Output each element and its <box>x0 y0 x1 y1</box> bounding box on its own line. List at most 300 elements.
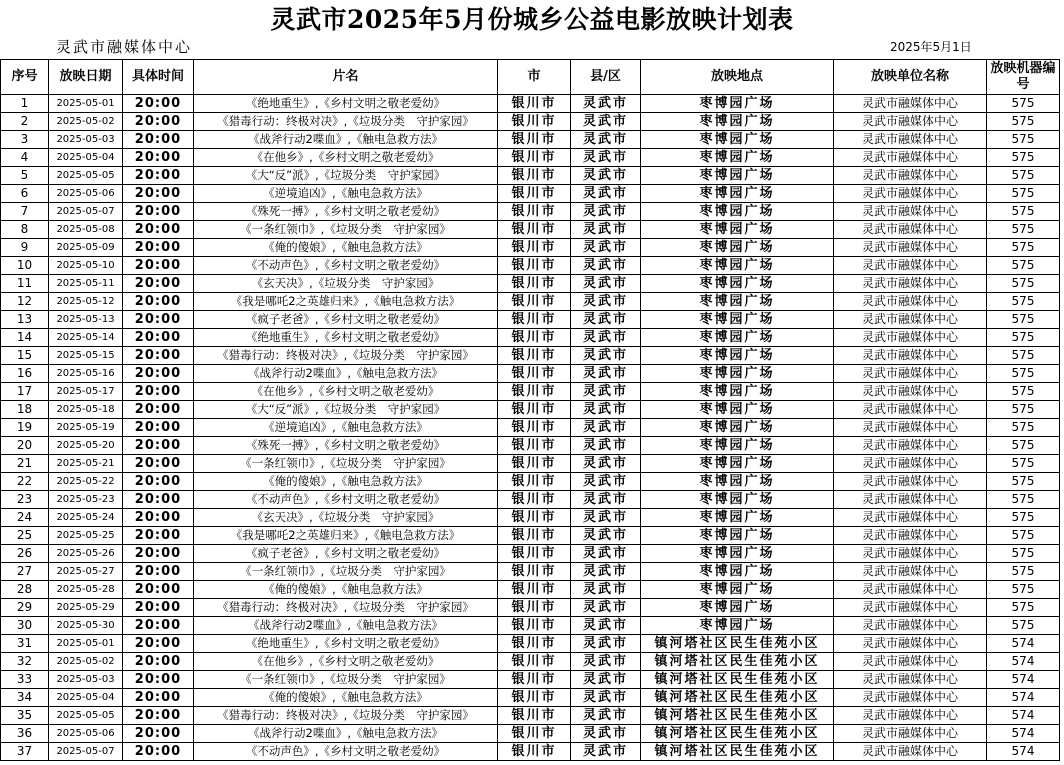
cell-county: 灵武市 <box>571 365 641 383</box>
cell-film-title: 《绝地重生》,《乡村文明之敬老爱幼》 <box>194 635 498 653</box>
cell-machine-number: 575 <box>987 257 1060 275</box>
cell-serial-number: 25 <box>1 527 49 545</box>
cell-film-title: 《猎毒行动：终极对决》,《垃圾分类 守护家园》 <box>194 113 498 131</box>
table-row <box>1 347 1060 365</box>
cell-screening-date: 2025-05-14 <box>49 329 123 347</box>
cell-venue: 镇河塔社区民生佳苑小区 <box>641 743 834 761</box>
cell-screening-date: 2025-05-24 <box>49 509 123 527</box>
table-row <box>1 599 1060 617</box>
table-row <box>1 131 1060 149</box>
cell-venue: 枣博园广场 <box>641 437 834 455</box>
cell-county: 灵武市 <box>571 185 641 203</box>
cell-unit-name: 灵武市融媒体中心 <box>834 491 987 509</box>
cell-film-title: 《战斧行动2喋血》,《触电急救方法》 <box>194 617 498 635</box>
cell-city: 银川市 <box>498 473 571 491</box>
cell-county: 灵武市 <box>571 347 641 365</box>
cell-county: 灵武市 <box>571 203 641 221</box>
cell-unit-name: 灵武市融媒体中心 <box>834 383 987 401</box>
cell-screening-date: 2025-05-20 <box>49 437 123 455</box>
cell-specific-time: 20:00 <box>123 221 194 239</box>
table-row <box>1 383 1060 401</box>
cell-machine-number: 575 <box>987 311 1060 329</box>
table-row <box>1 527 1060 545</box>
cell-film-title: 《大“反”派》,《垃圾分类 守护家园》 <box>194 401 498 419</box>
cell-machine-number: 575 <box>987 401 1060 419</box>
cell-machine-number: 574 <box>987 743 1060 761</box>
cell-screening-date: 2025-05-13 <box>49 311 123 329</box>
cell-specific-time: 20:00 <box>123 347 194 365</box>
header-county: 县/区 <box>571 60 641 95</box>
cell-city: 银川市 <box>498 437 571 455</box>
cell-unit-name: 灵武市融媒体中心 <box>834 617 987 635</box>
cell-city: 银川市 <box>498 653 571 671</box>
cell-unit-name: 灵武市融媒体中心 <box>834 167 987 185</box>
cell-serial-number: 10 <box>1 257 49 275</box>
cell-screening-date: 2025-05-11 <box>49 275 123 293</box>
cell-serial-number: 6 <box>1 185 49 203</box>
document-date: 2025年5月1日 <box>890 40 972 54</box>
cell-screening-date: 2025-05-22 <box>49 473 123 491</box>
cell-county: 灵武市 <box>571 221 641 239</box>
cell-machine-number: 575 <box>987 275 1060 293</box>
cell-screening-date: 2025-05-05 <box>49 707 123 725</box>
cell-specific-time: 20:00 <box>123 149 194 167</box>
cell-screening-date: 2025-05-05 <box>49 167 123 185</box>
cell-venue: 镇河塔社区民生佳苑小区 <box>641 635 834 653</box>
cell-serial-number: 32 <box>1 653 49 671</box>
cell-serial-number: 36 <box>1 725 49 743</box>
cell-screening-date: 2025-05-28 <box>49 581 123 599</box>
cell-venue: 枣博园广场 <box>641 275 834 293</box>
cell-city: 银川市 <box>498 527 571 545</box>
cell-machine-number: 575 <box>987 563 1060 581</box>
cell-machine-number: 575 <box>987 149 1060 167</box>
cell-film-title: 《在他乡》,《乡村文明之敬老爱幼》 <box>194 149 498 167</box>
cell-screening-date: 2025-05-03 <box>49 131 123 149</box>
cell-screening-date: 2025-05-29 <box>49 599 123 617</box>
cell-serial-number: 21 <box>1 455 49 473</box>
cell-specific-time: 20:00 <box>123 383 194 401</box>
table-row <box>1 617 1060 635</box>
cell-serial-number: 2 <box>1 113 49 131</box>
cell-screening-date: 2025-05-08 <box>49 221 123 239</box>
cell-specific-time: 20:00 <box>123 437 194 455</box>
cell-unit-name: 灵武市融媒体中心 <box>834 527 987 545</box>
cell-screening-date: 2025-05-18 <box>49 401 123 419</box>
cell-venue: 枣博园广场 <box>641 329 834 347</box>
table-row <box>1 167 1060 185</box>
cell-machine-number: 575 <box>987 167 1060 185</box>
cell-city: 银川市 <box>498 743 571 761</box>
cell-serial-number: 20 <box>1 437 49 455</box>
cell-screening-date: 2025-05-19 <box>49 419 123 437</box>
cell-city: 银川市 <box>498 383 571 401</box>
cell-specific-time: 20:00 <box>123 473 194 491</box>
cell-film-title: 《逆境追凶》,《触电急救方法》 <box>194 419 498 437</box>
cell-unit-name: 灵武市融媒体中心 <box>834 221 987 239</box>
table-row <box>1 293 1060 311</box>
cell-specific-time: 20:00 <box>123 239 194 257</box>
cell-screening-date: 2025-05-02 <box>49 653 123 671</box>
cell-serial-number: 5 <box>1 167 49 185</box>
cell-specific-time: 20:00 <box>123 707 194 725</box>
cell-unit-name: 灵武市融媒体中心 <box>834 113 987 131</box>
cell-venue: 枣博园广场 <box>641 419 834 437</box>
cell-city: 银川市 <box>498 203 571 221</box>
cell-unit-name: 灵武市融媒体中心 <box>834 203 987 221</box>
cell-county: 灵武市 <box>571 707 641 725</box>
cell-machine-number: 574 <box>987 671 1060 689</box>
cell-screening-date: 2025-05-03 <box>49 671 123 689</box>
cell-film-title: 《在他乡》,《乡村文明之敬老爱幼》 <box>194 653 498 671</box>
cell-county: 灵武市 <box>571 689 641 707</box>
cell-county: 灵武市 <box>571 419 641 437</box>
cell-unit-name: 灵武市融媒体中心 <box>834 293 987 311</box>
cell-screening-date: 2025-05-12 <box>49 293 123 311</box>
cell-serial-number: 1 <box>1 95 49 113</box>
cell-machine-number: 575 <box>987 527 1060 545</box>
table-row <box>1 581 1060 599</box>
cell-specific-time: 20:00 <box>123 725 194 743</box>
header-venue: 放映地点 <box>641 60 834 95</box>
cell-unit-name: 灵武市融媒体中心 <box>834 401 987 419</box>
cell-city: 银川市 <box>498 509 571 527</box>
cell-screening-date: 2025-05-04 <box>49 689 123 707</box>
cell-unit-name: 灵武市融媒体中心 <box>834 707 987 725</box>
table-row <box>1 725 1060 743</box>
cell-venue: 枣博园广场 <box>641 365 834 383</box>
cell-film-title: 《俺的傻娘》,《触电急救方法》 <box>194 581 498 599</box>
cell-venue: 枣博园广场 <box>641 293 834 311</box>
cell-venue: 镇河塔社区民生佳苑小区 <box>641 707 834 725</box>
cell-city: 银川市 <box>498 95 571 113</box>
cell-screening-date: 2025-05-26 <box>49 545 123 563</box>
cell-specific-time: 20:00 <box>123 95 194 113</box>
cell-city: 银川市 <box>498 707 571 725</box>
cell-unit-name: 灵武市融媒体中心 <box>834 599 987 617</box>
cell-film-title: 《猎毒行动：终极对决》,《垃圾分类 守护家园》 <box>194 347 498 365</box>
cell-county: 灵武市 <box>571 257 641 275</box>
cell-specific-time: 20:00 <box>123 203 194 221</box>
cell-serial-number: 14 <box>1 329 49 347</box>
cell-city: 银川市 <box>498 401 571 419</box>
header-city: 市 <box>498 60 571 95</box>
table-row <box>1 707 1060 725</box>
cell-screening-date: 2025-05-02 <box>49 113 123 131</box>
cell-film-title: 《战斧行动2喋血》,《触电急救方法》 <box>194 725 498 743</box>
cell-serial-number: 33 <box>1 671 49 689</box>
cell-county: 灵武市 <box>571 545 641 563</box>
table-row <box>1 95 1060 113</box>
cell-city: 银川市 <box>498 563 571 581</box>
cell-serial-number: 3 <box>1 131 49 149</box>
cell-city: 银川市 <box>498 455 571 473</box>
cell-county: 灵武市 <box>571 383 641 401</box>
cell-screening-date: 2025-05-09 <box>49 239 123 257</box>
cell-venue: 枣博园广场 <box>641 167 834 185</box>
cell-county: 灵武市 <box>571 167 641 185</box>
header-specific-time: 具体时间 <box>123 60 194 95</box>
cell-county: 灵武市 <box>571 581 641 599</box>
table-row <box>1 113 1060 131</box>
cell-machine-number: 575 <box>987 509 1060 527</box>
cell-venue: 枣博园广场 <box>641 203 834 221</box>
cell-specific-time: 20:00 <box>123 185 194 203</box>
cell-screening-date: 2025-05-10 <box>49 257 123 275</box>
cell-specific-time: 20:00 <box>123 275 194 293</box>
cell-specific-time: 20:00 <box>123 581 194 599</box>
cell-venue: 镇河塔社区民生佳苑小区 <box>641 689 834 707</box>
cell-screening-date: 2025-05-17 <box>49 383 123 401</box>
cell-specific-time: 20:00 <box>123 167 194 185</box>
cell-screening-date: 2025-05-15 <box>49 347 123 365</box>
cell-screening-date: 2025-05-30 <box>49 617 123 635</box>
cell-serial-number: 18 <box>1 401 49 419</box>
table-row <box>1 311 1060 329</box>
cell-serial-number: 7 <box>1 203 49 221</box>
cell-serial-number: 15 <box>1 347 49 365</box>
cell-unit-name: 灵武市融媒体中心 <box>834 275 987 293</box>
cell-city: 银川市 <box>498 257 571 275</box>
cell-venue: 枣博园广场 <box>641 185 834 203</box>
table-row <box>1 671 1060 689</box>
cell-specific-time: 20:00 <box>123 545 194 563</box>
cell-unit-name: 灵武市融媒体中心 <box>834 509 987 527</box>
cell-venue: 枣博园广场 <box>641 311 834 329</box>
cell-machine-number: 575 <box>987 545 1060 563</box>
table-row <box>1 365 1060 383</box>
cell-machine-number: 575 <box>987 131 1060 149</box>
cell-specific-time: 20:00 <box>123 527 194 545</box>
table-row <box>1 689 1060 707</box>
table-row <box>1 491 1060 509</box>
cell-city: 银川市 <box>498 311 571 329</box>
cell-county: 灵武市 <box>571 635 641 653</box>
table-row <box>1 563 1060 581</box>
cell-film-title: 《殊死一搏》,《乡村文明之敬老爱幼》 <box>194 437 498 455</box>
cell-city: 银川市 <box>498 635 571 653</box>
cell-unit-name: 灵武市融媒体中心 <box>834 725 987 743</box>
cell-screening-date: 2025-05-06 <box>49 185 123 203</box>
cell-venue: 枣博园广场 <box>641 455 834 473</box>
cell-city: 银川市 <box>498 419 571 437</box>
cell-unit-name: 灵武市融媒体中心 <box>834 455 987 473</box>
cell-county: 灵武市 <box>571 509 641 527</box>
cell-machine-number: 574 <box>987 707 1060 725</box>
cell-county: 灵武市 <box>571 275 641 293</box>
cell-venue: 枣博园广场 <box>641 401 834 419</box>
cell-film-title: 《我是哪吒2之英雄归来》,《触电急救方法》 <box>194 527 498 545</box>
cell-machine-number: 574 <box>987 635 1060 653</box>
cell-venue: 枣博园广场 <box>641 473 834 491</box>
header-machine-number: 放映机器编号 <box>987 60 1060 95</box>
screening-schedule-table <box>0 59 1060 761</box>
cell-specific-time: 20:00 <box>123 635 194 653</box>
cell-unit-name: 灵武市融媒体中心 <box>834 563 987 581</box>
table-row <box>1 635 1060 653</box>
cell-county: 灵武市 <box>571 491 641 509</box>
table-row <box>1 239 1060 257</box>
cell-serial-number: 31 <box>1 635 49 653</box>
cell-venue: 枣博园广场 <box>641 131 834 149</box>
cell-film-title: 《俺的傻娘》,《触电急救方法》 <box>194 689 498 707</box>
cell-county: 灵武市 <box>571 113 641 131</box>
cell-machine-number: 575 <box>987 293 1060 311</box>
table-row <box>1 401 1060 419</box>
page-title: 灵武市2025年5月份城乡公益电影放映计划表 <box>270 5 794 34</box>
cell-machine-number: 574 <box>987 689 1060 707</box>
cell-county: 灵武市 <box>571 149 641 167</box>
cell-unit-name: 灵武市融媒体中心 <box>834 149 987 167</box>
cell-county: 灵武市 <box>571 437 641 455</box>
cell-unit-name: 灵武市融媒体中心 <box>834 437 987 455</box>
cell-city: 银川市 <box>498 725 571 743</box>
cell-machine-number: 575 <box>987 203 1060 221</box>
cell-machine-number: 575 <box>987 455 1060 473</box>
cell-film-title: 《俺的傻娘》,《触电急救方法》 <box>194 239 498 257</box>
table-row <box>1 743 1060 761</box>
cell-screening-date: 2025-05-16 <box>49 365 123 383</box>
table-row <box>1 419 1060 437</box>
cell-serial-number: 35 <box>1 707 49 725</box>
cell-film-title: 《一条红领巾》,《垃圾分类 守护家园》 <box>194 455 498 473</box>
cell-county: 灵武市 <box>571 239 641 257</box>
cell-county: 灵武市 <box>571 743 641 761</box>
cell-venue: 枣博园广场 <box>641 527 834 545</box>
cell-unit-name: 灵武市融媒体中心 <box>834 239 987 257</box>
cell-film-title: 《殊死一搏》,《乡村文明之敬老爱幼》 <box>194 203 498 221</box>
table-row <box>1 257 1060 275</box>
cell-city: 银川市 <box>498 617 571 635</box>
table-row <box>1 455 1060 473</box>
cell-screening-date: 2025-05-07 <box>49 743 123 761</box>
cell-screening-date: 2025-05-06 <box>49 725 123 743</box>
header-unit-name: 放映单位名称 <box>834 60 987 95</box>
cell-serial-number: 19 <box>1 419 49 437</box>
cell-specific-time: 20:00 <box>123 491 194 509</box>
cell-city: 银川市 <box>498 491 571 509</box>
cell-city: 银川市 <box>498 599 571 617</box>
cell-specific-time: 20:00 <box>123 293 194 311</box>
cell-machine-number: 575 <box>987 365 1060 383</box>
cell-unit-name: 灵武市融媒体中心 <box>834 329 987 347</box>
cell-screening-date: 2025-05-01 <box>49 95 123 113</box>
cell-specific-time: 20:00 <box>123 311 194 329</box>
cell-unit-name: 灵武市融媒体中心 <box>834 257 987 275</box>
cell-serial-number: 26 <box>1 545 49 563</box>
cell-film-title: 《我是哪吒2之英雄归来》,《触电急救方法》 <box>194 293 498 311</box>
cell-machine-number: 575 <box>987 95 1060 113</box>
cell-film-title: 《逆境追凶》,《触电急救方法》 <box>194 185 498 203</box>
cell-film-title: 《疯子老爸》,《乡村文明之敬老爱幼》 <box>194 311 498 329</box>
cell-film-title: 《猎毒行动：终极对决》,《垃圾分类 守护家园》 <box>194 707 498 725</box>
cell-county: 灵武市 <box>571 617 641 635</box>
cell-specific-time: 20:00 <box>123 743 194 761</box>
cell-serial-number: 9 <box>1 239 49 257</box>
header-screening-date: 放映日期 <box>49 60 123 95</box>
cell-unit-name: 灵武市融媒体中心 <box>834 473 987 491</box>
cell-film-title: 《在他乡》,《乡村文明之敬老爱幼》 <box>194 383 498 401</box>
cell-film-title: 《绝地重生》,《乡村文明之敬老爱幼》 <box>194 329 498 347</box>
cell-unit-name: 灵武市融媒体中心 <box>834 95 987 113</box>
cell-city: 银川市 <box>498 329 571 347</box>
cell-city: 银川市 <box>498 671 571 689</box>
cell-screening-date: 2025-05-23 <box>49 491 123 509</box>
cell-serial-number: 17 <box>1 383 49 401</box>
cell-film-title: 《不动声色》,《乡村文明之敬老爱幼》 <box>194 743 498 761</box>
cell-unit-name: 灵武市融媒体中心 <box>834 419 987 437</box>
cell-serial-number: 30 <box>1 617 49 635</box>
cell-unit-name: 灵武市融媒体中心 <box>834 311 987 329</box>
cell-screening-date: 2025-05-07 <box>49 203 123 221</box>
cell-film-title: 《猎毒行动：终极对决》,《垃圾分类 守护家园》 <box>194 599 498 617</box>
cell-city: 银川市 <box>498 581 571 599</box>
cell-machine-number: 575 <box>987 329 1060 347</box>
cell-specific-time: 20:00 <box>123 563 194 581</box>
table-row <box>1 149 1060 167</box>
cell-machine-number: 574 <box>987 653 1060 671</box>
cell-unit-name: 灵武市融媒体中心 <box>834 671 987 689</box>
cell-venue: 枣博园广场 <box>641 221 834 239</box>
cell-unit-name: 灵武市融媒体中心 <box>834 653 987 671</box>
table-row <box>1 275 1060 293</box>
cell-city: 银川市 <box>498 131 571 149</box>
cell-serial-number: 11 <box>1 275 49 293</box>
cell-specific-time: 20:00 <box>123 617 194 635</box>
cell-machine-number: 575 <box>987 383 1060 401</box>
cell-county: 灵武市 <box>571 131 641 149</box>
cell-specific-time: 20:00 <box>123 257 194 275</box>
cell-film-title: 《一条红领巾》,《垃圾分类 守护家园》 <box>194 221 498 239</box>
header-serial-number: 序号 <box>1 60 49 95</box>
cell-venue: 镇河塔社区民生佳苑小区 <box>641 653 834 671</box>
cell-serial-number: 28 <box>1 581 49 599</box>
cell-machine-number: 575 <box>987 221 1060 239</box>
cell-city: 银川市 <box>498 347 571 365</box>
cell-machine-number: 575 <box>987 347 1060 365</box>
cell-unit-name: 灵武市融媒体中心 <box>834 581 987 599</box>
cell-venue: 枣博园广场 <box>641 581 834 599</box>
cell-unit-name: 灵武市融媒体中心 <box>834 689 987 707</box>
cell-county: 灵武市 <box>571 671 641 689</box>
cell-specific-time: 20:00 <box>123 131 194 149</box>
cell-machine-number: 575 <box>987 473 1060 491</box>
cell-county: 灵武市 <box>571 725 641 743</box>
table-row <box>1 437 1060 455</box>
cell-serial-number: 8 <box>1 221 49 239</box>
cell-unit-name: 灵武市融媒体中心 <box>834 365 987 383</box>
cell-specific-time: 20:00 <box>123 599 194 617</box>
cell-serial-number: 22 <box>1 473 49 491</box>
cell-unit-name: 灵武市融媒体中心 <box>834 545 987 563</box>
cell-screening-date: 2025-05-01 <box>49 635 123 653</box>
cell-city: 银川市 <box>498 365 571 383</box>
cell-machine-number: 575 <box>987 419 1060 437</box>
cell-machine-number: 575 <box>987 185 1060 203</box>
cell-venue: 枣博园广场 <box>641 545 834 563</box>
cell-specific-time: 20:00 <box>123 113 194 131</box>
cell-county: 灵武市 <box>571 653 641 671</box>
cell-venue: 枣博园广场 <box>641 383 834 401</box>
cell-machine-number: 575 <box>987 239 1060 257</box>
cell-city: 银川市 <box>498 293 571 311</box>
cell-machine-number: 575 <box>987 113 1060 131</box>
cell-film-title: 《战斧行动2喋血》,《触电急救方法》 <box>194 365 498 383</box>
cell-serial-number: 27 <box>1 563 49 581</box>
cell-serial-number: 16 <box>1 365 49 383</box>
cell-machine-number: 575 <box>987 581 1060 599</box>
cell-county: 灵武市 <box>571 293 641 311</box>
